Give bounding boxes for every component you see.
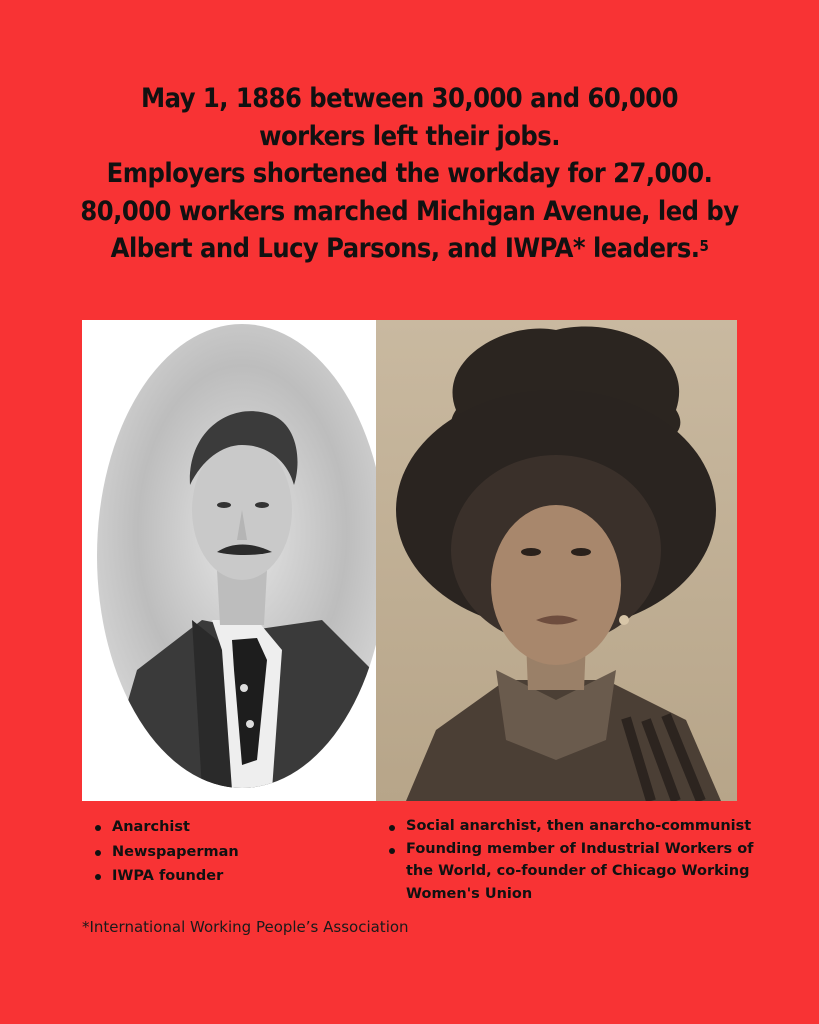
portrait-lucy-parsons xyxy=(376,320,737,801)
list-item: Social anarchist, then anarcho-communist xyxy=(386,815,786,838)
headline-line-1: May 1, 1886 between 30,000 and 60,000 xyxy=(140,83,679,114)
footnote-reference: 5 xyxy=(699,237,709,255)
footnote: *International Working People’s Association xyxy=(82,918,409,936)
headline-line-4: 80,000 workers marched Michigan Avenue, led by xyxy=(80,195,739,227)
list-item-line: Women's Union xyxy=(406,885,533,902)
portrait-albert-parsons xyxy=(82,320,376,801)
list-item: Anarchist xyxy=(92,815,352,840)
headline xyxy=(77,80,742,268)
albert-description-list xyxy=(92,815,352,889)
lucy-description-list xyxy=(386,815,786,905)
list-item-line: Founding member of Industrial Workers of xyxy=(406,840,754,857)
headline-line-5-text: Albert and Lucy Parsons, and IWPA* leaders. xyxy=(110,233,700,264)
list-item: Newspaperman xyxy=(92,840,352,865)
list-item-line: the World, co-founder of Chicago Working xyxy=(406,863,750,879)
headline-line-2: workers left their jobs. xyxy=(259,120,560,152)
headline-line-5 xyxy=(77,230,742,268)
portrait-lucy-illustration xyxy=(376,320,737,801)
headline-line-3: Employers shortened the workday for 27,000. xyxy=(106,158,713,189)
list-item xyxy=(386,838,786,906)
portrait-albert-illustration xyxy=(82,320,376,801)
list-item: IWPA founder xyxy=(92,864,352,889)
